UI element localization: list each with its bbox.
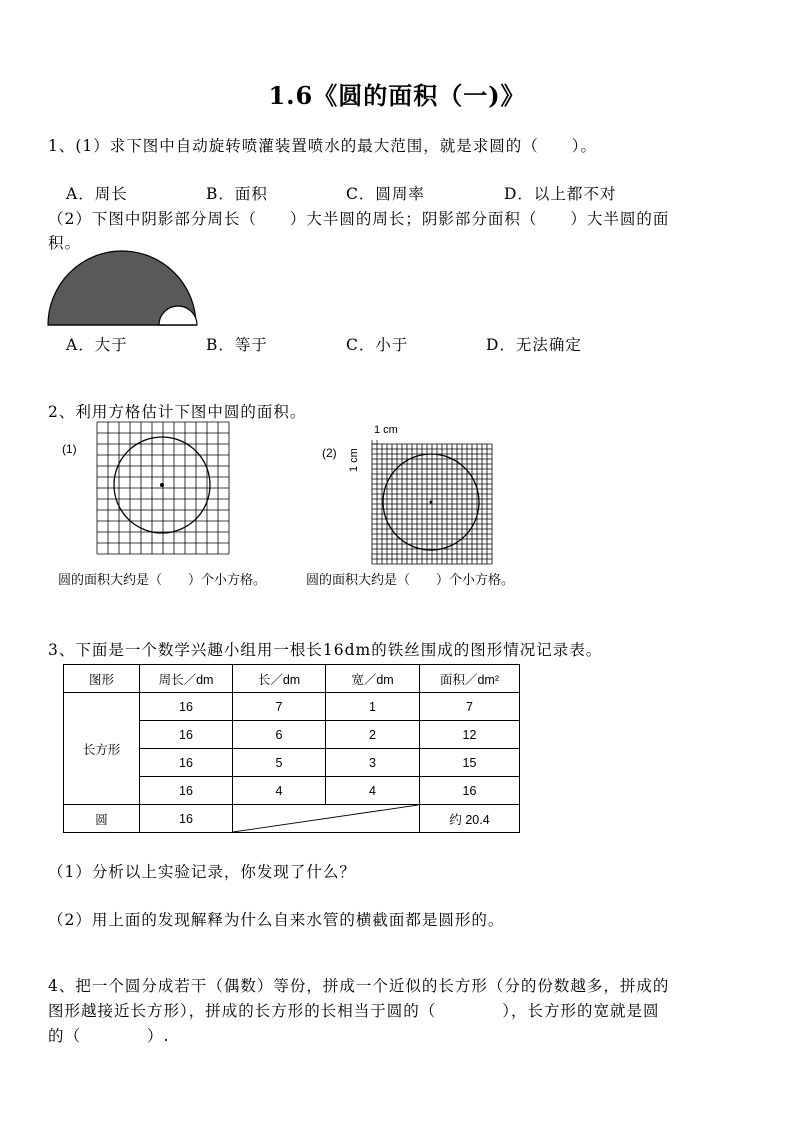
header-width: 宽／dm bbox=[326, 665, 420, 693]
grid-figure-2 bbox=[366, 438, 496, 568]
diagonal-cell bbox=[233, 805, 420, 833]
q1-option2-c: C．小于 bbox=[346, 336, 409, 354]
table-cell: 15 bbox=[420, 749, 520, 777]
unit-horizontal-label: 1 cm bbox=[374, 424, 398, 436]
q4-line3: 的（ ）. bbox=[48, 1027, 170, 1045]
table-cell: 约 20.4 bbox=[420, 805, 520, 833]
unit-vertical-label: 1 cm bbox=[348, 448, 360, 472]
table-cell: 1 bbox=[326, 693, 420, 721]
q1-option2-d: D．无法确定 bbox=[486, 336, 582, 354]
table-cell: 16 bbox=[140, 749, 233, 777]
table-cell: 12 bbox=[420, 721, 520, 749]
q1-option2-b: B．等于 bbox=[206, 336, 268, 354]
q3-stem: 3、下面是一个数学兴趣小组用一根长16dm的铁丝围成的图形情况记录表。 bbox=[48, 641, 603, 659]
q1-option-d: D．以上都不对 bbox=[504, 185, 617, 203]
q1-sub2-line1: （2）下图中阴影部分周长（ ）大半圆的周长；阴影部分面积（ ）大半圆的面 bbox=[48, 210, 670, 228]
grid2-caption: 圆的面积大约是（ ）个小方格。 bbox=[306, 572, 515, 587]
table-row bbox=[64, 693, 520, 721]
table-row-circle bbox=[64, 805, 520, 833]
q1-option2-a: A．大于 bbox=[66, 336, 128, 354]
table-cell: 7 bbox=[420, 693, 520, 721]
q1-option-c: C．圆周率 bbox=[346, 185, 425, 203]
q4-line1: 4、把一个圆分成若干（偶数）等份，拼成一个近似的长方形（分的份数越多，拼成的 bbox=[48, 977, 670, 995]
table-cell: 3 bbox=[326, 749, 420, 777]
table-cell: 16 bbox=[140, 693, 233, 721]
rect-label-cell: 长方形 bbox=[64, 693, 140, 805]
q2-stem: 2、利用方格估计下图中圆的面积。 bbox=[48, 403, 307, 421]
q1-sub2-line2: 积。 bbox=[48, 234, 82, 252]
header-perimeter: 周长／dm bbox=[140, 665, 233, 693]
grid-figure-1 bbox=[90, 420, 230, 560]
q1-option-b: B．面积 bbox=[206, 185, 268, 203]
record-table bbox=[63, 664, 520, 833]
header-area: 面积／dm² bbox=[420, 665, 520, 693]
q3-sub1: （1）分析以上实验记录，你发现了什么？ bbox=[48, 863, 356, 881]
header-shape: 图形 bbox=[64, 665, 140, 693]
q1-option-a: A．周长 bbox=[66, 185, 128, 203]
table-cell: 5 bbox=[233, 749, 326, 777]
table-cell: 16 bbox=[140, 805, 233, 833]
table-cell: 6 bbox=[233, 721, 326, 749]
table-cell: 7 bbox=[233, 693, 326, 721]
grid1-caption: 圆的面积大约是（ ）个小方格。 bbox=[58, 572, 267, 587]
diagonal-line bbox=[233, 805, 418, 832]
table-cell: 4 bbox=[326, 777, 420, 805]
fig2-label: (2) bbox=[322, 446, 337, 460]
table-cell: 16 bbox=[140, 777, 233, 805]
header-length: 长／dm bbox=[233, 665, 326, 693]
table-header-row bbox=[64, 665, 520, 693]
fig1-label: (1) bbox=[62, 442, 77, 456]
circle-label-cell: 圆 bbox=[64, 805, 140, 833]
semicircle-figure bbox=[44, 248, 204, 330]
q1-stem: 1、(1）求下图中自动旋转喷灌装置喷水的最大范围，就是求圆的（ ）。 bbox=[48, 137, 598, 155]
table-cell: 16 bbox=[140, 721, 233, 749]
table-cell: 4 bbox=[233, 777, 326, 805]
table-cell: 16 bbox=[420, 777, 520, 805]
q3-sub2: （2）用上面的发现解释为什么自来水管的横截面都是圆形的。 bbox=[48, 911, 505, 929]
q4-line2: 图形越接近长方形），拼成的长方形的长相当于圆的（ ），长方形的宽就是圆 bbox=[48, 1002, 660, 1020]
table-cell: 2 bbox=[326, 721, 420, 749]
page-title: 1.6《圆的面积（一)》 bbox=[268, 81, 526, 110]
